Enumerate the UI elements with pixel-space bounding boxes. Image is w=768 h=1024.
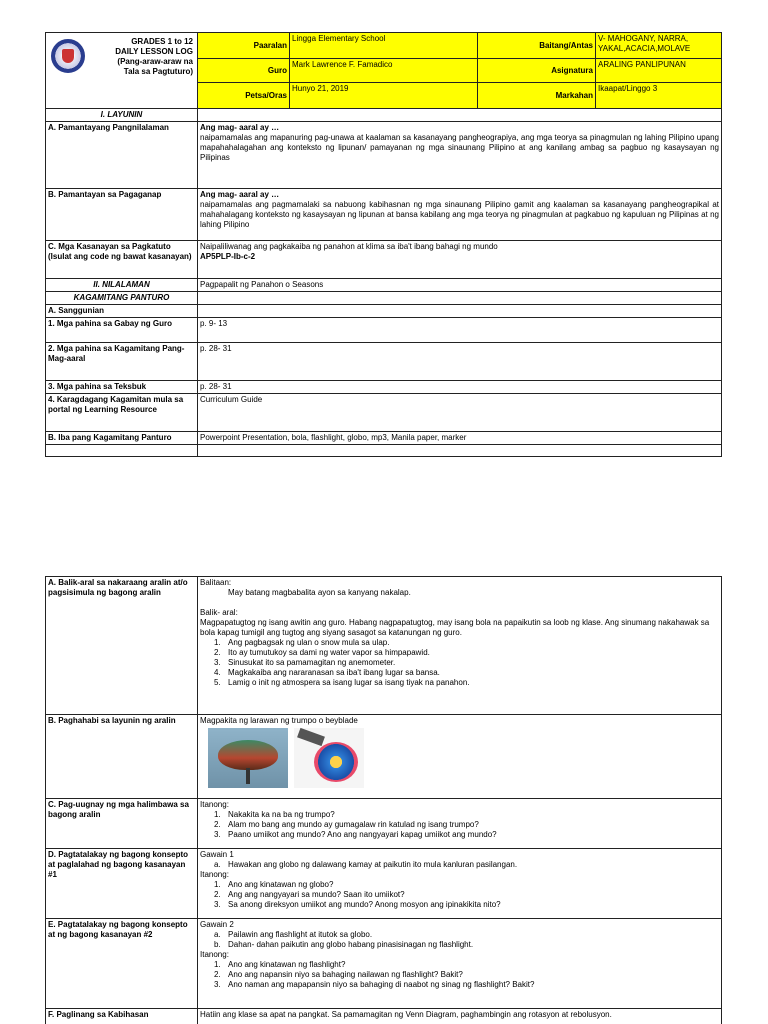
title-line: (Pang-araw-araw na	[117, 57, 193, 66]
list-item: 1. Ano ang kinatawan ng flashlight?	[214, 960, 346, 969]
pagtatalakay-2-list	[200, 960, 719, 990]
pamantayan-sa-pagaganap-label: B. Pamantayan sa Pagaganap	[46, 189, 198, 241]
empty-cell	[198, 109, 722, 122]
itanong-label: Itanong:	[200, 800, 229, 809]
lesson-procedure-table	[45, 576, 722, 1024]
gawain-label: Gawain 1	[200, 850, 234, 859]
asignatura-value: ARALING PANLIPUNAN	[596, 59, 722, 83]
balikaral-list	[200, 638, 719, 688]
paglinang-label: F. Paglinang sa Kabihasan	[46, 1009, 198, 1024]
balik-aral-label: A. Balik-aral sa nakaraang aralin at/o pagsisimula ng bagong aralin	[46, 577, 198, 715]
list-item: 1. Nakakita ka na ba ng trumpo?	[214, 810, 335, 819]
pamantayan-sa-pagaganap-cell	[198, 189, 722, 241]
body-text: Naipaliliwanag ang pagkakaiba ng panahon at klima sa iba't ibang bahagi ng mundo	[200, 242, 498, 251]
teksbuk-value: p. 28- 31	[198, 381, 722, 394]
kagamitang-mag-aaral-value: p. 28- 31	[198, 343, 722, 381]
pagtatalakay-1-list	[200, 880, 719, 910]
pamantayang-pangnilalaman-cell	[198, 122, 722, 189]
title-line: GRADES 1 to 12	[131, 37, 193, 46]
body-text: naipamamalas ang pagmamalaki sa nabuong kabihasnan ng mga sinaunang Pilipino gamit ang kaalaman sa kasanayang pangheograpikal at mahahalagang konteksto ng kasaysayan ng lipunan at bansa kabilang ang mga teorya ng pinagmulan at pagkabuo ng kapuluan ng Pilipinas at ng lahing Pilipino	[200, 200, 719, 229]
itanong-label: Itanong:	[200, 950, 229, 959]
pag-uugnay-cell	[198, 799, 722, 849]
list-item: 2. Ito ay tumutukoy sa dami ng water vapor sa himpapawid.	[214, 648, 430, 657]
iba-pang-kagamitan-label: B. Iba pang Kagamitang Panturo	[46, 432, 198, 445]
pamantayang-pangnilalaman-label: A. Pamantayang Pangnilalaman	[46, 122, 198, 189]
sanggunian-label: A. Sanggunian	[46, 305, 198, 318]
pagtatalakay-2-label: E. Pagtatalakay ng bagong konsepto at ng bagong kasanayan #2	[46, 919, 198, 1009]
title-line: DAILY LESSON LOG	[115, 47, 193, 56]
baitang-label: Baitang/Antas	[478, 33, 596, 59]
lesson-log-table	[45, 32, 722, 457]
baitang-value: V- MAHOGANY, NARRA, YAKAL,ACACIA,MOLAVE	[596, 33, 722, 59]
karagdagang-kagamitan-value: Curriculum Guide	[198, 394, 722, 432]
pag-uugnay-label: C. Pag-uugnay ng mga halimbawa sa bagong aralin	[46, 799, 198, 849]
nilalaman-value: Pagpapalit ng Panahon o Seasons	[198, 279, 722, 292]
balik-aral-cell	[198, 577, 722, 715]
gabay-guro-value: p. 9- 13	[198, 318, 722, 343]
list-item: 4. Magkakaiba ang nararanasan sa iba't ibang lugar sa bansa.	[214, 668, 440, 677]
lesson-log-title	[46, 33, 198, 109]
deped-seal-icon	[51, 39, 85, 73]
paghahabi-label: B. Paghahabi sa layunin ng aralin	[46, 715, 198, 799]
lead-text: Ang mag- aaral ay …	[200, 123, 280, 132]
gawain-list	[200, 930, 719, 950]
iba-pang-kagamitan-value: Powerpoint Presentation, bola, flashlight, globo, mp3, Manila paper, marker	[198, 432, 722, 445]
list-item: 5. Lamig o init ng atmospera sa isang lugar sa isang tiyak na panahon.	[214, 678, 470, 687]
empty-cell	[198, 305, 722, 318]
list-item: 3. Sinusukat ito sa pamamagitan ng anemometer.	[214, 658, 396, 667]
nilalaman-label: II. NILALAMAN	[46, 279, 198, 292]
teksbuk-label: 3. Mga pahina sa Teksbuk	[46, 381, 198, 394]
kasanayan-label: C. Mga Kasanayan sa Pagkatuto (Isulat ang code ng bawat kasanayan)	[46, 241, 198, 279]
list-item: 2. Ang ang nangyayari sa mundo? Saan ito umiikot?	[214, 890, 405, 899]
balitaan-label: Balitaan:	[200, 578, 232, 587]
kasanayan-cell	[198, 241, 722, 279]
guro-value: Mark Lawrence F. Famadico	[290, 59, 478, 83]
title-line: Tala sa Pagtuturo)	[123, 67, 193, 76]
body-text: naipamamalas ang mapanuring pag-unawa at kaalaman sa kasanayang pangheograpiya, ang mga teorya sa pinagmulan ng lahing Pilipino upang mapahahalagahan ang konteksto ng lipunan/ pamayanan ng mga sinaunang Pilipino at ang kanilang ambag sa pagbuo ng kasaysayan ng Pilipinas	[200, 133, 719, 162]
asignatura-label: Asignatura	[478, 59, 596, 83]
markahan-value: Ikaapat/Linggo 3	[596, 83, 722, 109]
balikaral-label: Balik- aral:	[200, 608, 238, 617]
beyblade-image	[294, 728, 364, 788]
list-item: a. Pailawin ang flashlight at itutok sa globo.	[214, 930, 373, 939]
layunin-heading: I. LAYUNIN	[46, 109, 198, 122]
pagtatalakay-1-cell	[198, 849, 722, 919]
list-item: 1. Ano ang kinatawan ng globo?	[214, 880, 334, 889]
gawain-label: Gawain 2	[200, 920, 234, 929]
petsa-value: Hunyo 21, 2019	[290, 83, 478, 109]
list-item: b. Dahan- dahan paikutin ang globo habang pinasisinagan ng flashlight.	[214, 940, 474, 949]
paaralan-value: Lingga Elementary School	[290, 33, 478, 59]
itanong-label: Itanong:	[200, 870, 229, 879]
pagtatalakay-2-cell	[198, 919, 722, 1009]
spinning-top-image	[208, 728, 288, 788]
karagdagang-kagamitan-label: 4. Karagdagang Kagamitan mula sa portal ng Learning Resource	[46, 394, 198, 432]
paghahabi-text: Magpakita ng larawan ng trumpo o beyblade	[200, 716, 358, 725]
paglinang-text: Hatiin ang klase sa apat na pangkat. Sa pamamagitan ng Venn Diagram, paghambingin ang rotasyon at rebolusyon.	[198, 1009, 722, 1024]
guro-label: Guro	[198, 59, 290, 83]
balitaan-text: May batang magbabalita ayon sa kanyang nakalap.	[228, 588, 411, 597]
gabay-guro-label: 1. Mga pahina sa Gabay ng Guro	[46, 318, 198, 343]
pag-uugnay-list	[200, 810, 719, 840]
empty-cell	[198, 445, 722, 457]
empty-cell	[198, 292, 722, 305]
paghahabi-cell	[198, 715, 722, 799]
lead-text: Ang mag- aaral ay …	[200, 190, 280, 199]
list-item: 3. Paano umiikot ang mundo? Ano ang nangyayari kapag umiikot ang mundo?	[214, 830, 497, 839]
gawain-list	[200, 860, 719, 870]
competency-code: AP5PLP-Ib-c-2	[200, 252, 256, 261]
list-item: 2. Ano ang napansin niyo sa bahaging nailawan ng flashlight? Bakit?	[214, 970, 463, 979]
markahan-label: Markahan	[478, 83, 596, 109]
list-item: 1. Ang pagbagsak ng ulan o snow mula sa ulap.	[214, 638, 390, 647]
kagamitan-heading: KAGAMITANG PANTURO	[46, 292, 198, 305]
list-item: 3. Sa anong direksyon umiikot ang mundo? Anong mosyon ang ipinakikita nito?	[214, 900, 501, 909]
kagamitang-mag-aaral-label: 2. Mga pahina sa Kagamitang Pang-Mag-aaral	[46, 343, 198, 381]
list-item: 3. Ano naman ang mapapansin niyo sa bahaging di naabot ng sinag ng flashlight? Bakit?	[214, 980, 535, 989]
list-item: a. Hawakan ang globo ng dalawang kamay at paikutin ito mula kanluran pasilangan.	[214, 860, 518, 869]
pagtatalakay-1-label: D. Pagtatalakay ng bagong konsepto at paglalahad ng bagong kasanayan #1	[46, 849, 198, 919]
balikaral-text: Magpapatugtog ng isang awitin ang guro. Habang nagpapatugtog, may isang bola na papaikutin sa loob ng klase. Ang sinumang nakahawak sa bola kapag tumigil ang tugtog ang siyang sasagot sa katanungan ng guro.	[200, 618, 710, 637]
empty-cell	[46, 445, 198, 457]
list-item: 2. Alam mo bang ang mundo ay gumagalaw rin katulad ng isang trumpo?	[214, 820, 479, 829]
paaralan-label: Paaralan	[198, 33, 290, 59]
petsa-label: Petsa/Oras	[198, 83, 290, 109]
